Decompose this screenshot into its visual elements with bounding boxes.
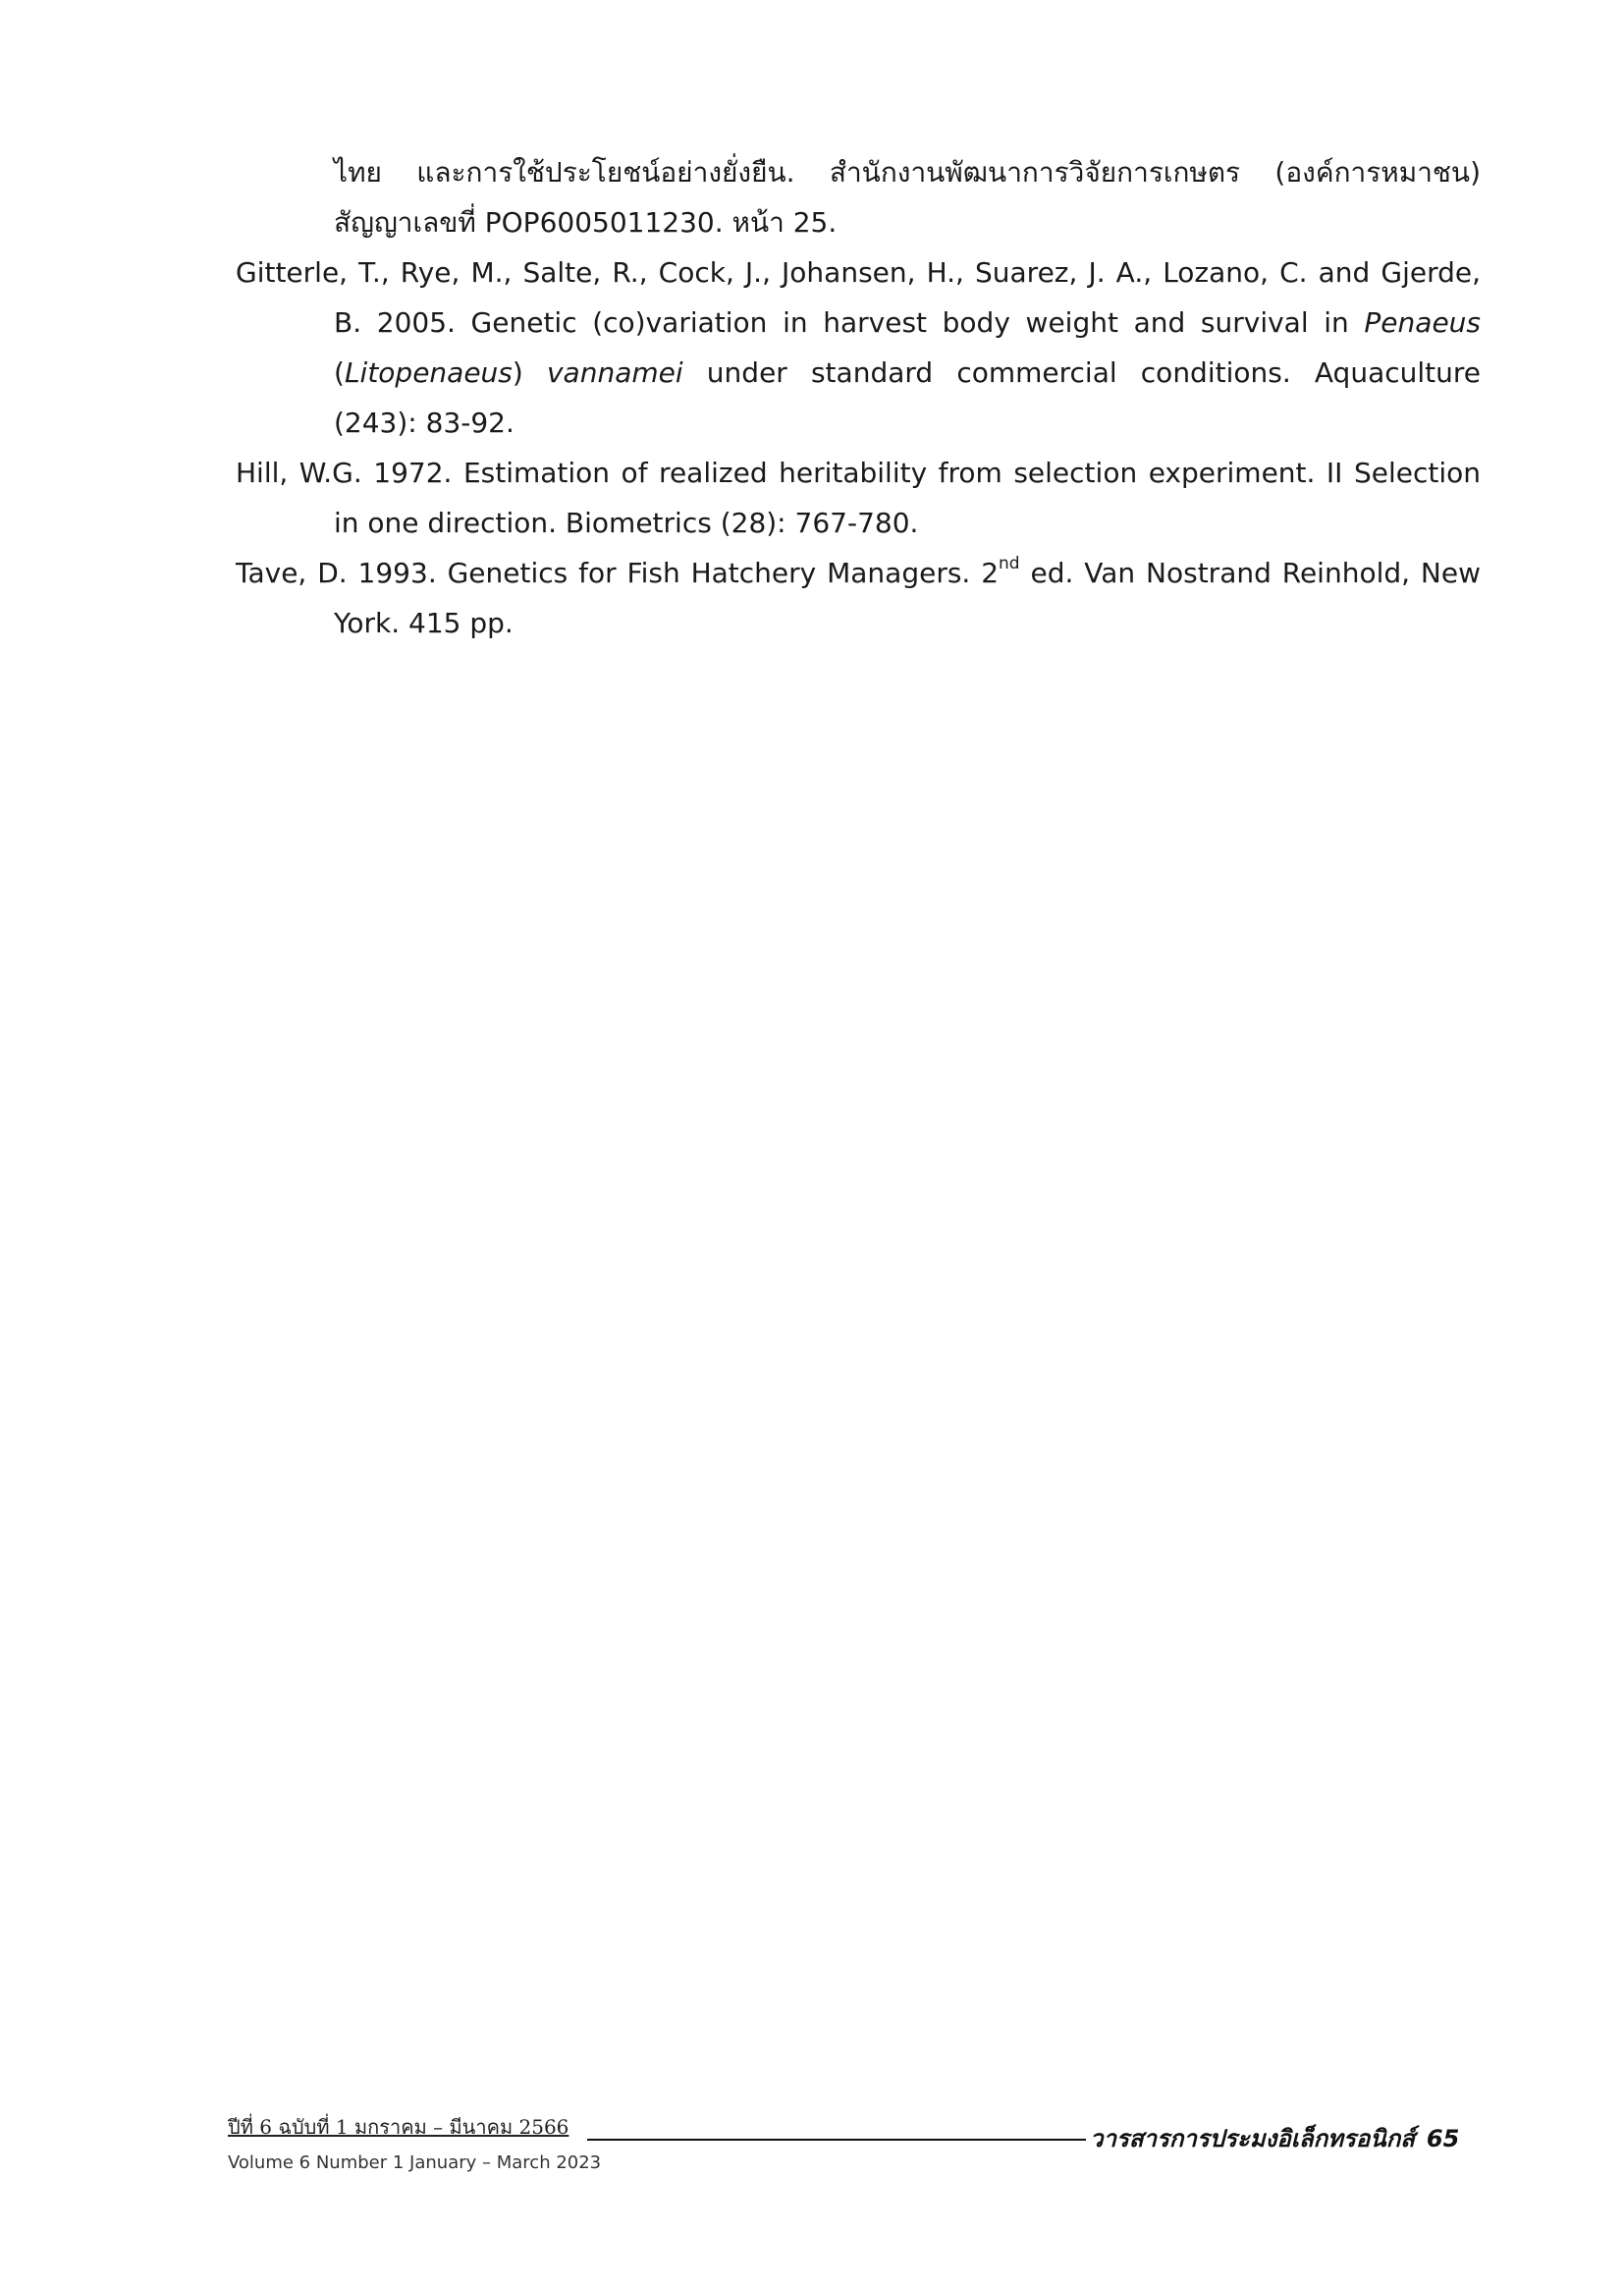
- ordinal-superscript: nd: [999, 554, 1020, 573]
- reference-text: ): [512, 356, 547, 389]
- reference-text: ed. Van Nostrand Reinhold, New York. 415 pp.: [334, 557, 1481, 639]
- reference-text: Tave, D. 1993. Genetics for Fish Hatchery Managers. 2: [236, 557, 1000, 589]
- reference-list: [236, 147, 1481, 648]
- reference-text: under standard commercial conditions. Aquaculture (243): 83-92.: [334, 356, 1481, 439]
- reference-text: ไทย และการใช้ประโยชน์อย่างยั่งยืน. สำนักงานพัฒนาการวิจัยการเกษตร (องค์การหมาชน) สัญญาเลขที่ POP6005011230. หน้า 25.: [334, 156, 1481, 239]
- reference-text: Gitterle, T., Rye, M., Salte, R., Cock, J., Johansen, H., Suarez, J. A., Lozano, C. and Gjerde, B. 2005. Genetic (co)variation in harvest body weight and survival in: [236, 256, 1481, 339]
- footer-issue-thai: ปีที่ 6 ฉบับที่ 1 มกราคม – มีนาคม 2566: [228, 2115, 569, 2139]
- footer-divider: [587, 2139, 1086, 2141]
- reference-thai-continuation: [236, 147, 1481, 247]
- reference-tave-1993: [236, 548, 1481, 648]
- footer-issue-english: Volume 6 Number 1 January – March 2023: [228, 2152, 602, 2173]
- species-genus: Penaeus: [1364, 306, 1481, 339]
- footer-issue-info: [228, 2111, 602, 2173]
- reference-hill-1972: [236, 448, 1481, 548]
- page-number: 65: [1426, 2125, 1460, 2152]
- species-epithet: vannamei: [546, 356, 683, 389]
- reference-gitterle-2005: [236, 247, 1481, 448]
- reference-text: Hill, W.G. 1972. Estimation of realized heritability from selection experiment. II Selection in one direction. Biometrics (28): 767-780.: [236, 457, 1481, 539]
- journal-name: วารสารการประมงอิเล็กทรอนิกส์: [1090, 2125, 1415, 2152]
- reference-text: (: [334, 356, 345, 389]
- footer-journal: [1090, 2119, 1512, 2157]
- species-subgenus: Litopenaeus: [344, 356, 513, 389]
